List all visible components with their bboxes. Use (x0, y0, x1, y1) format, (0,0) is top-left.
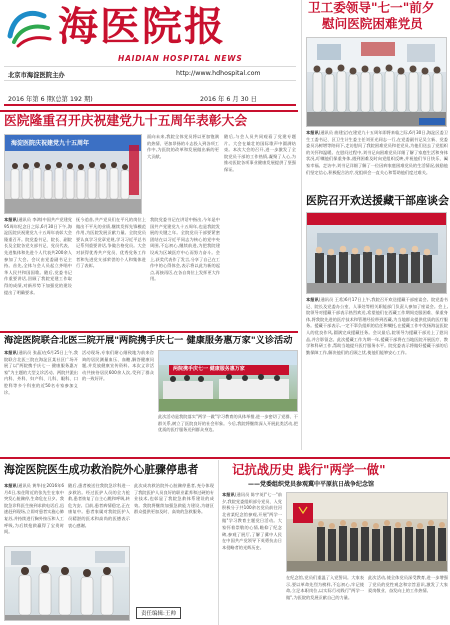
cadre-body-text: (通讯员 王希)6月17日上午,我院召开欢送援藏干部座谈会。院党委书记、院长及党委办公室、人事处等相关职能部门负责人参加了座谈会。会上,院领导对援藏干部表示热烈欢送,希望他们在西藏工作期间克服困难、保重身体,将我院先进的医疗技术和管理经验带到西藏,为当地群众提供优质的医疗服务。援藏干部表示,一定不辜负组织的信任和嘱托,在援藏工作中发扬海淀医院人的优良作风,圆满完成援藏任务。会议最后,院领导为援藏干部送上了慰问品,并合影留念。此次援藏工作为期一年,援藏干部将在当地医院开展医疗、教学和科研工作,帮助当地提升医疗服务水平。院党委表示将做好援藏干部的后勤保障工作,解决他们的后顾之忧,使他们能够安心工作。 (306, 297, 448, 355)
celebration-text-1: (通讯员 李鸿)中国共产党建党95周年纪念日之际,6月30日下午,海淀医院庆祝建党九十五周年表彰大会隆重召开。院党委书记、院长、副院长及全院各党支部书记、党员代表、先进集体和先进个人代表共200余人参加了大会。会议由党委副书记主持。首先,全体与会人员起立齐唱中华人民共和国国歌。随后,党委书记作重要讲话,回顾了我院党建工作取得的成绩,对新形势下加强党的建设提出了明确要求。 (4, 217, 72, 295)
cadre-headline: 医院召开欢送援藏干部座谈会 (306, 194, 449, 207)
masthead-red-rule (4, 104, 296, 106)
rescue-lead: 本报讯 (4, 483, 17, 488)
joint-event-lead: 本报讯 (4, 350, 17, 355)
celebration-col-5: 随后,与会人员共同观看了党建专题片。大会在雄壮的国际歌声中圆满结束。本次大会的召开,进一步激发了全院党员干部的工作热情,凝聚了人心,为推动医院各项事业健康发展提供了坚强保证。 (224, 134, 296, 172)
issue-number: 2016 年第 6 期(总第 192 期) (8, 96, 93, 103)
section-rule-red (0, 110, 298, 112)
rescue-photo (4, 546, 130, 621)
joint-event-text-1: (通讯员 张晶)在6月25日上午,我院联合北医三院在海淀区某社区广场开展了以"两院携手庆七一 健康服务惠万家"为主题的大型义诊活动。两院共派出内科、外科、妇产科、儿科、眼科、口腔科等多个科室的近50名专家参加义诊。 (4, 350, 78, 395)
visit-article-body (306, 130, 448, 190)
celebration-col-2: 抚今追昔,共产党员们在平凡的岗位上做出不平凡的业绩,继续发挥先锋模范作用,为医院发展贡献力量。全院党员要认真学习党章党规,学习习近平总书记系列重要讲话,争做合格党员。大会对获得优秀共产党员、优秀党务工作者和先进党支部荣誉的个人和集体进行了表彰。 (76, 217, 146, 269)
visit-headline-2: 慰问医院困难党员 (322, 16, 423, 31)
rescue-headline: 海淀医院医生成功救治院外心脏骤停患者 (4, 463, 199, 476)
cadre-lead: 本报讯 (306, 297, 319, 302)
section-rule-red-2 (0, 331, 298, 333)
joint-event-headline: 海淀医院联合北医三院开展"两院携手庆七一 健康服务惠万家"义诊活动 (4, 335, 293, 346)
visit-photo (306, 37, 447, 127)
masthead-divider (4, 66, 296, 67)
history-col-1 (222, 492, 282, 622)
history-subheadline: ——党委组织党员参观冀中平原抗日战争纪念馆 (248, 481, 375, 488)
celebration-col-1 (4, 217, 72, 329)
newspaper-title-en: HAIDIAN HOSPITAL NEWS (118, 54, 243, 63)
issue-date: 2016 年 6 月 30 日 (200, 96, 257, 103)
celebration-photo (4, 134, 142, 214)
newspaper-title: 海医院报 (58, 3, 226, 50)
column-divider-3 (218, 460, 219, 625)
celebration-col-3: 面向未来,我院全体党员将以更加饱满的热情、更加昂扬的斗志投入到各项工作中,为医院的改革和发展做出新的更大贡献。 (147, 134, 219, 159)
visit-headline-1: 卫工委领导"七一"前夕 (308, 0, 435, 15)
celebration-photo-banner: 海淀医院庆祝建党九十五周年 (11, 140, 90, 147)
celebration-headline: 医院隆重召开庆祝建党九十五周年表彰大会 (4, 114, 248, 129)
celebration-lead: 本报讯 (4, 217, 17, 222)
section-rule-red-3 (0, 457, 450, 459)
joint-event-photo-banner: 两院携手庆七一 健康服务惠万家 (173, 366, 245, 372)
joint-event-photo (158, 350, 298, 412)
joint-event-col-1 (4, 350, 78, 434)
celebration-col-4: 我院党委书记在讲话中指出,今年是中国共产党建党九十五周年,也是我院发展的关键之年。全院党员干部要紧密团结在以习近平同志为核心的党中央周围,不忘初心,继续前进,为把我院建设成为区域医疗中心而努力奋斗。会上,获奖代表作了发言,分享了自己在工作中的心得体会,表示将以此为新的起点,再接再厉,在各自岗位上发挥更大作用。 (150, 217, 220, 282)
history-headline: 记抗战历史 践行"两学一做" (232, 462, 386, 477)
rescue-text-1: (通讯员 黄华)在2016年6月4日,家住附近的张先生在家中突发心脏骤停,生命危在旦夕。我院急诊科医生接到求救电话后,迅速赶到现场,立即对患者实施心肺复苏,并持续进行胸外按压和人工呼吸,为后续抢救赢得了宝贵时间。 (4, 483, 64, 535)
joint-event-col-3: 此次活动是我院落实"两学一做"学习教育的具体举措,进一步密切了党群、干群关系,树立了医院良好的社会形象。今后,我院将继续深入开展此类活动,把优质的医疗服务送到群众身边。 (158, 414, 298, 433)
history-lead: 本报讯 (222, 492, 235, 497)
hospital-logo (4, 6, 54, 48)
history-photo (286, 492, 448, 572)
editor-credit: 责任编辑:王帅 (136, 607, 181, 619)
column-divider (301, 0, 302, 190)
masthead-divider-2 (4, 80, 296, 81)
column-divider-2 (301, 190, 302, 450)
history-text-1: (通讯员 陈宇英)"七一"前夕,我院党委组织部分党员、入党积极分子共100余名党员前往河北省某纪念馆参观,开展"两学一做"学习教育主题党日活动。大家怀着崇敬的心情,瞻仰了纪念碑,参观了展厅,了解了冀中人民在中国共产党领导下英勇抗击日本侵略者的光辉历史。 (222, 492, 282, 550)
rescue-col-1 (4, 483, 64, 543)
visit-body-text: (通讯员 曲建宝)在建党九十五周年即将来临之际,6月30日,海淀区委卫生工委书记、区卫生计生委主任刘亚光同志一行,在党委副书记吴立新、党委委员冯树增等陪同下,走访慰问了我院困难党员和老党员,为他们送去了党组织的关怀和温暖。在慰问过程中,刘书记向困难党员详细了解了家庭生活和身体状况,叮嘱他们保重身体,遇到困难及时向党组织反映,并祝他们节日快乐、阖家幸福。走访中,刘书记详细了解了一位因病家庭困难党员的生活情况,鼓励他们坚定信心,积极配合治疗,党组织会一直关心和帮助他们度过难关。 (306, 130, 448, 175)
rescue-col-3: 此次成功救治院外心脏骤停患者,充分体现了我院医护人员良好的职业素养和过硬的专业技术,也彰显了我院急救体系建设的成效。我院将继续加强急救能力建设,为辖区群众提供更加及时、高效的急救服务。 (134, 483, 214, 515)
rescue-col-2: 随后,患者被送往我院急诊科进一步救治。经过医护人员的全力抢救,患者恢复了自主心跳和呼吸,转危为安。目前,患者病情稳定,正在康复中。患者家属对我院医护人员精湛的医术和高尚的医德表示衷心感谢。 (68, 483, 130, 528)
sponsor-label: 北京市海淀医院主办 (8, 72, 65, 79)
joint-event-col-2: 活动现场,专家们耐心细致地为前来咨询的居民测量血压、血糖,解答健康问题,并发放健康宣传资料。本次义诊活动共接待居民600余人次,受到了群众的一致好评。 (82, 350, 154, 382)
cadre-article-body (306, 297, 448, 450)
visit-lead: 本报讯 (306, 130, 319, 135)
website-url[interactable]: http://www.hdhospital.com (176, 70, 261, 77)
history-col-2: 在纪念馆,党员们重温了入党誓词。大家表示,要以革命先烈为榜样,不忘初心,牢记使命,立足本职岗位,以实际行动践行"两学一做",为医院的发展贡献自己的力量。 (286, 575, 364, 600)
cadre-photo (306, 212, 447, 294)
history-col-3: 此次活动,使全体党员深受教育,进一步增强了党员的党性观念和宗旨意识,激发了大家爱岗敬业、奋发向上的工作热情。 (368, 575, 448, 594)
